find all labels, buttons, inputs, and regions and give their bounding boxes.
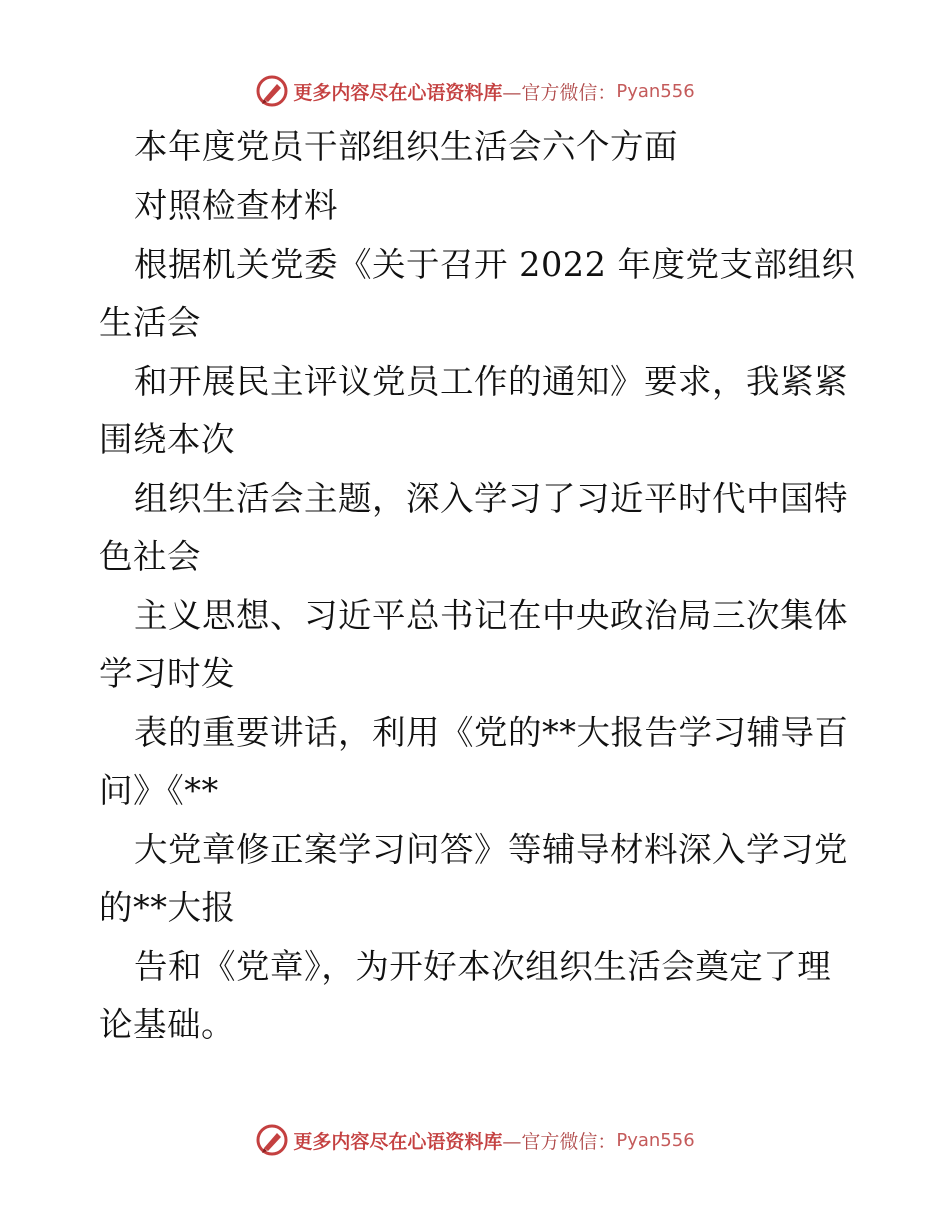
banner-separator: —官方微信： <box>502 81 617 104</box>
banner-brand: 更多内容尽在心语资料库 <box>293 1130 503 1153</box>
doc-line: 论基础。 <box>99 1005 235 1044</box>
banner-account: Pyan556 <box>616 80 695 102</box>
doc-title: 本年度党员干部组织生活会六个方面 <box>134 127 678 166</box>
doc-line: 问》《** <box>99 771 219 810</box>
doc-line: 告和《党章》，为开好本次组织生活会奠定了理 <box>134 947 832 986</box>
doc-subtitle: 对照检查材料 <box>134 186 338 225</box>
doc-line: 根据机关党委《关于召开 2022 年度党支部组织 <box>134 245 856 284</box>
banner-brand: 更多内容尽在心语资料库 <box>293 81 503 104</box>
footer-banner <box>0 1120 950 1160</box>
banner-account: Pyan556 <box>616 1129 695 1151</box>
doc-line: 大党章修正案学习问答》等辅导材料深入学习党 <box>134 830 848 869</box>
pen-logo-icon <box>255 1123 289 1157</box>
doc-line: 学习时发 <box>99 654 235 693</box>
doc-line: 色社会 <box>99 537 201 576</box>
doc-line: 围绕本次 <box>99 420 235 459</box>
doc-line: 主义思想、习近平总书记在中央政治局三次集体 <box>134 596 848 635</box>
doc-line: 和开展民主评议党员工作的通知》要求，我紧紧 <box>134 362 848 401</box>
header-banner <box>0 71 950 111</box>
banner-separator: —官方微信： <box>502 1130 617 1153</box>
doc-line: 表的重要讲话，利用《党的**大报告学习辅导百 <box>134 713 849 752</box>
doc-line: 生活会 <box>99 303 201 342</box>
doc-line: 的**大报 <box>99 888 236 927</box>
doc-line: 组织生活会主题，深入学习了习近平时代中国特 <box>134 479 848 518</box>
pen-logo-icon <box>255 74 289 108</box>
